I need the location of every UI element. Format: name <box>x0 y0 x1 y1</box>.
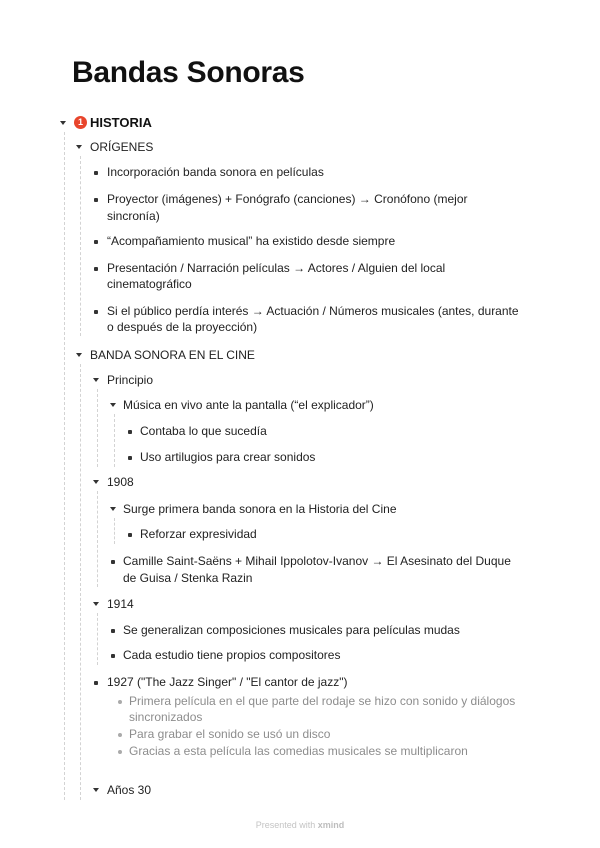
bullet-icon <box>128 456 132 460</box>
topic-anos-30[interactable]: Años 30 <box>107 783 152 797</box>
guide-line-1908 <box>97 491 98 587</box>
section-historia[interactable]: HISTORIA <box>90 115 152 130</box>
footer-credit <box>0 820 600 830</box>
guide-line-surge <box>114 518 115 544</box>
guide-line-musica <box>114 414 115 467</box>
bullet-icon <box>94 198 98 202</box>
list-item: Uso artilugios para crear sonidos <box>140 450 316 464</box>
topic-principio[interactable]: Principio <box>107 373 154 387</box>
list-item: Cada estudio tiene propios compositores <box>123 648 341 662</box>
topic-musica-en-vivo[interactable]: Música en vivo ante la pantalla (“el explicador”) <box>123 398 374 412</box>
bullet-icon <box>128 533 132 537</box>
list-item-continued: de Guisa / Stenka Razin <box>123 571 253 585</box>
list-item: Contaba lo que sucedía <box>140 424 267 438</box>
bullet-icon <box>94 171 98 175</box>
bullet-icon <box>94 240 98 244</box>
collapse-toggle-icon[interactable] <box>92 376 100 384</box>
xmind-logo: xmind <box>317 820 345 830</box>
note-item: Gracias a esta película las comedias musicales se multiplicaron <box>129 744 468 758</box>
list-item: Incorporación banda sonora en películas <box>107 165 324 179</box>
note-bullet-icon <box>118 700 122 704</box>
collapse-toggle-icon[interactable] <box>109 505 117 513</box>
guide-line-banda <box>80 364 81 800</box>
collapse-toggle-icon[interactable] <box>92 478 100 486</box>
priority-1-icon: 1 <box>74 116 87 129</box>
topic-1908[interactable]: 1908 <box>107 475 134 489</box>
note-bullet-icon <box>118 750 122 754</box>
list-item: Camille Saint-Saëns + Mihail Ippolotov-Ivanov → El Asesinato del Duque <box>123 554 511 568</box>
topic-origenes[interactable]: ORÍGENES <box>90 140 154 154</box>
bullet-icon <box>111 629 115 633</box>
list-item: “Acompañamiento musical” ha existido desde siempre <box>107 234 396 248</box>
collapse-toggle-icon[interactable] <box>92 600 100 608</box>
bullet-icon <box>111 560 115 564</box>
bullet-icon <box>94 681 98 685</box>
topic-surge-primera-banda[interactable]: Surge primera banda sonora en la Historia del Cine <box>123 502 397 516</box>
collapse-toggle-icon[interactable] <box>75 351 83 359</box>
list-item: Proyector (imágenes) + Fonógrafo (canciones) → Cronófono (mejor <box>107 192 468 206</box>
bullet-icon <box>128 430 132 434</box>
list-item: Presentación / Narración películas → Actores / Alguien del local <box>107 261 446 275</box>
collapse-toggle-icon[interactable] <box>109 401 117 409</box>
guide-line-principio <box>97 389 98 467</box>
footer-prefix: Presented with <box>255 820 316 830</box>
page-title: Bandas Sonoras <box>72 56 305 89</box>
list-item: Reforzar expresividad <box>140 527 257 541</box>
bullet-icon <box>111 654 115 658</box>
list-item-continued: sincronía) <box>107 209 160 223</box>
topic-1914[interactable]: 1914 <box>107 597 134 611</box>
note-item-continued: sincronizados <box>129 710 203 724</box>
topic-banda-sonora[interactable]: BANDA SONORA EN EL CINE <box>90 348 255 362</box>
topic-1927[interactable]: 1927 ("The Jazz Singer" / "El cantor de jazz") <box>107 675 348 689</box>
note-bullet-icon <box>118 733 122 737</box>
list-item: Si el público perdía interés → Actuación / Números musicales (antes, durante <box>107 304 519 318</box>
note-item: Para grabar el sonido se usó un disco <box>129 727 331 741</box>
bullet-icon <box>94 310 98 314</box>
collapse-toggle-icon[interactable] <box>59 119 67 127</box>
collapse-toggle-icon[interactable] <box>75 143 83 151</box>
note-item: Primera película en el que parte del rodaje se hizo con sonido y diálogos <box>129 694 516 708</box>
guide-line-historia <box>64 132 65 800</box>
bullet-icon <box>94 267 98 271</box>
list-item: Se generalizan composiciones musicales para películas mudas <box>123 623 460 637</box>
list-item-continued: cinematográfico <box>107 277 192 291</box>
collapse-toggle-icon[interactable] <box>92 786 100 794</box>
guide-line-origenes <box>80 156 81 336</box>
guide-line-1914 <box>97 613 98 665</box>
list-item-continued: o después de la proyección) <box>107 320 258 334</box>
